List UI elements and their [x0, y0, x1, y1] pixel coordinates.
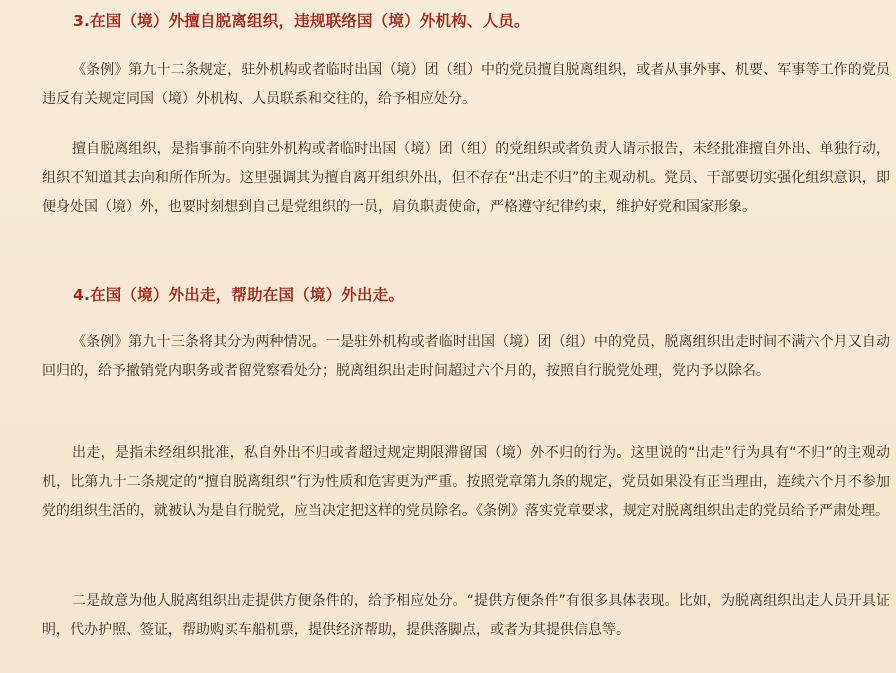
- paragraph-aiding-defection: 二是故意为他人脱离组织出走提供方便条件的，给予相应处分。“提供方便条件”有很多具体表现。比如，为脱离组织出走人员开具证明，代办护照、签证，帮助购买车船机票，提供经济帮助，提供落脚点，或者为其提供信息等。: [42, 593, 890, 638]
- paragraph-regulation-92: 《条例》第九十二条规定，驻外机构或者临时出国（境）团（组）中的党员擅自脱离组织，或者从事外事、机要、军事等工作的党员违反有关规定同国（境）外机构、人员联系和交往的，给予相应处分。: [42, 62, 890, 107]
- paragraph-defection-definition: 出走，是指未经组织批准，私自外出不归或者超过规定期限滞留国（境）外不归的行为。这里说的“出走”行为具有“不归”的主观动机，比第九十二条规定的“擅自脱离组织”行为性质和危害更为严重。按照党章第九条的规定，党员如果没有正当理由，连续六个月不参加党的组织生活的，就被认为是自行脱党，应当决定把这样的党员除名。《条例》落实党章要求，规定对脱离组织出走的党员给予严肃处理。: [42, 445, 890, 519]
- paragraph-regulation-93: 《条例》第九十三条将其分为两种情况。一是驻外机构或者临时出国（境）团（组）中的党员，脱离组织出走时间不满六个月又自动回归的，给予撤销党内职务或者留党察看处分；脱离组织出走时间超过六个月的，按照自行脱党处理，党内予以除名。: [42, 334, 890, 379]
- section-heading-4: 4.在国（境）外出走，帮助在国（境）外出走。: [73, 286, 405, 304]
- paragraph-unauthorized-departure: 擅自脱离组织，是指事前不向驻外机构或者临时出国（境）团（组）的党组织或者负责人请示报告，未经批准擅自外出、单独行动，组织不知道其去向和所作所为。这里强调其为擅自离开组织外出，但不存在“出走不归”的主观动机。党员、干部要切实强化组织意识，即便身处国（境）外，也要时刻想到自己是党组织的一员，肩负职责使命，严格遵守纪律约束，维护好党和国家形象。: [42, 141, 890, 215]
- section-heading-3: 3.在国（境）外擅自脱离组织，违规联络国（境）外机构、人员。: [73, 12, 530, 30]
